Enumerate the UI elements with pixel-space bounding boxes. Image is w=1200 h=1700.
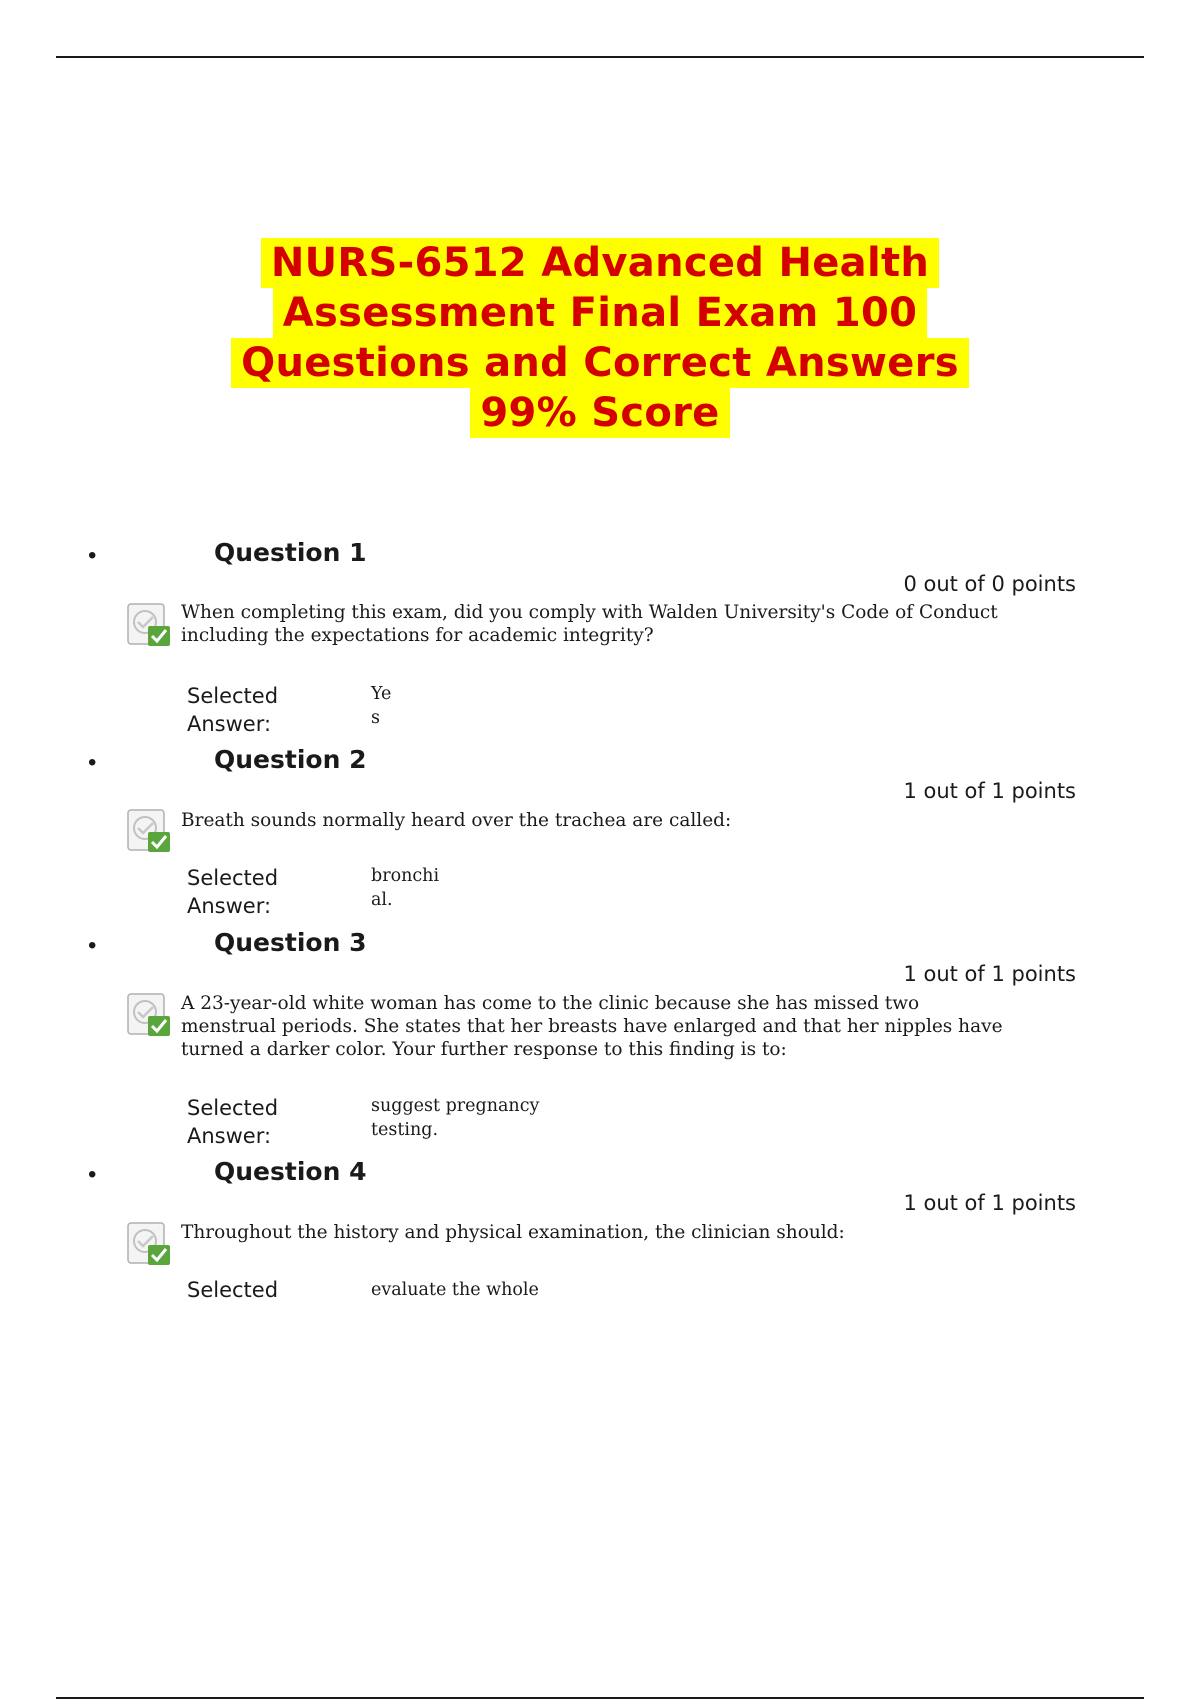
selected-label-line-2: Answer: — [187, 1124, 272, 1148]
bullet: • — [88, 542, 97, 569]
answer-line-2: al. — [371, 890, 393, 910]
question-3-selected-answer — [371, 1094, 539, 1142]
question-2-text: Breath sounds normally heard over the trachea are called: — [181, 810, 732, 831]
question-title: Question 4 — [214, 1157, 367, 1186]
question-title: Question 1 — [214, 538, 367, 567]
correct-answer-icon — [124, 990, 176, 1042]
selected-label-line-2: Answer: — [187, 712, 272, 736]
title-line-3: Questions and Correct Answers — [231, 338, 969, 388]
bullet: • — [88, 1161, 97, 1188]
document-title — [120, 238, 1080, 438]
selected-answer-label — [187, 682, 327, 738]
correct-answer-icon — [124, 1219, 176, 1271]
selected-label-line-2: Answer: — [187, 894, 272, 918]
title-line-4: 99% Score — [470, 388, 729, 438]
selected-label-line-1: Selected — [187, 684, 279, 708]
question-1-text: When completing this exam, did you comply with Walden University's Code of Conduct including the expectations for academic integrity? — [181, 602, 998, 646]
question-1-selected-answer — [371, 682, 391, 730]
question-4-points: 1 out of 1 points — [903, 1191, 1076, 1215]
bullet: • — [88, 749, 97, 776]
answer-line-2: s — [371, 708, 380, 728]
selected-label-line-1: Selected — [187, 1278, 279, 1302]
correct-answer-icon — [124, 600, 176, 652]
correct-answer-icon — [124, 806, 176, 858]
answer-line-1: suggest pregnancy — [371, 1096, 540, 1116]
answer-line-1: evaluate the whole — [371, 1280, 539, 1300]
question-title: Question 2 — [214, 745, 367, 774]
selected-answer-label — [187, 1094, 327, 1150]
title-line-1: NURS-6512 Advanced Health — [261, 238, 939, 288]
question-3-text: A 23-year-old white woman has come to the clinic because she has missed two menstrual periods. She states that her breasts have enlarged and that her nipples have turned a darker color. Your further response to this finding is to: — [181, 993, 1003, 1060]
question-2-points: 1 out of 1 points — [903, 779, 1076, 803]
question-4-text: Throughout the history and physical examination, the clinician should: — [181, 1222, 845, 1243]
question-2-selected-answer — [371, 864, 439, 912]
title-line-2: Assessment Final Exam 100 — [273, 288, 928, 338]
answer-line-1: bronchi — [371, 866, 440, 886]
question-4-selected-answer — [371, 1278, 539, 1302]
top-rule — [56, 56, 1144, 58]
question-title: Question 3 — [214, 928, 367, 957]
bottom-rule — [56, 1697, 1144, 1699]
question-1-points: 0 out of 0 points — [903, 572, 1076, 596]
answer-line-2: testing. — [371, 1120, 439, 1140]
selected-answer-label — [187, 1276, 327, 1304]
selected-label-line-1: Selected — [187, 866, 279, 890]
selected-label-line-1: Selected — [187, 1096, 279, 1120]
answer-line-1: Ye — [371, 684, 392, 704]
bullet: • — [88, 932, 97, 959]
question-3-points: 1 out of 1 points — [903, 962, 1076, 986]
selected-answer-label — [187, 864, 327, 920]
